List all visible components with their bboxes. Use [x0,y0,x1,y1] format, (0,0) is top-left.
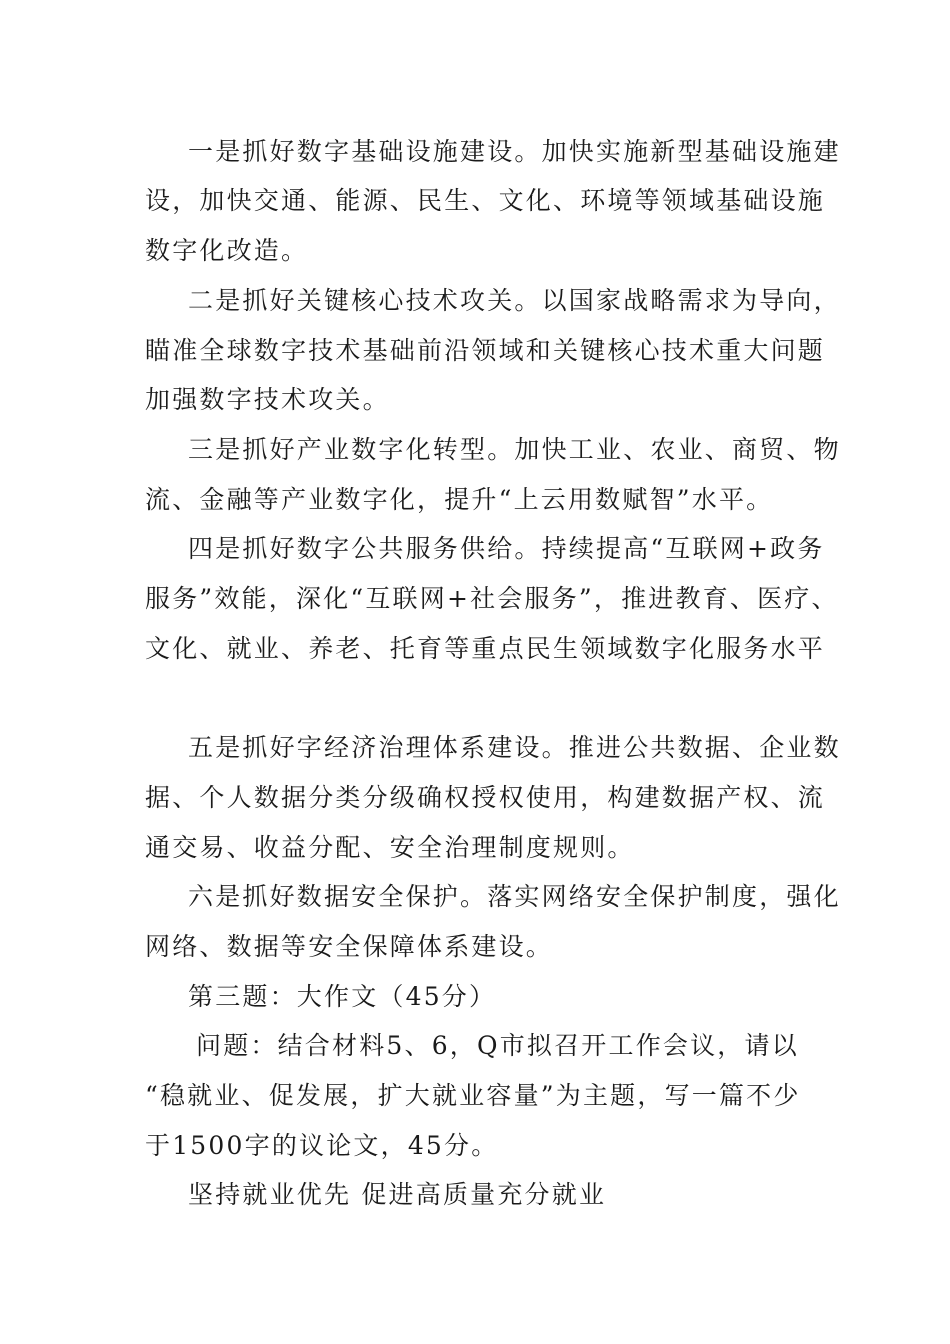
paragraph-3-line-1: 三是抓好产业数字化转型。加快工业、农业、商贸、物 [188,435,841,464]
essay-title: 坚持就业优先 促进高质量充分就业 [188,1180,607,1209]
section-heading: 第三题：大作文（45分） [188,982,497,1011]
paragraph-1-line-1: 一是抓好数字基础设施建设。加快实施新型基础设施建 [188,137,841,166]
question-line-3: 于1500字的议论文，45分。 [145,1131,499,1160]
paragraph-3-line-2: 流、金融等产业数字化，提升“上云用数赋智”水平。 [145,485,774,514]
paragraph-6-line-2: 网络、数据等安全保障体系建设。 [145,932,554,961]
question-line-1: 问题：结合材料5、6，Q市拟召开工作会议，请以 [196,1031,799,1060]
paragraph-5-line-1: 五是抓好字经济治理体系建设。推进公共数据、企业数 [188,733,841,762]
paragraph-2-line-1: 二是抓好关键核心技术攻关。以国家战略需求为导向， [188,286,841,315]
paragraph-6-line-1: 六是抓好数据安全保护。落实网络安全保护制度，强化 [188,882,841,911]
question-line-2: “稳就业、促发展，扩大就业容量”为主题，写一篇不少 [145,1081,801,1110]
paragraph-4-line-3: 文化、就业、养老、托育等重点民生领域数字化服务水平 [145,634,826,663]
paragraph-5-line-2: 据、个人数据分类分级确权授权使用，构建数据产权、流 [145,783,826,812]
paragraph-4-line-2: 服务”效能，深化“互联网+社会服务”，推进教育、医疗、 [145,584,839,613]
paragraph-2-line-2: 瞄准全球数字技术基础前沿领域和关键核心技术重大问题 [145,336,826,365]
paragraph-1-line-2: 设，加快交通、能源、民生、文化、环境等领域基础设施 [145,186,826,215]
paragraph-2-line-3: 加强数字技术攻关。 [145,385,390,414]
paragraph-5-line-3: 通交易、收益分配、安全治理制度规则。 [145,833,635,862]
paragraph-4-line-1: 四是抓好数字公共服务供给。持续提高“互联网+政务 [188,534,825,563]
paragraph-1-line-3: 数字化改造。 [145,236,309,265]
